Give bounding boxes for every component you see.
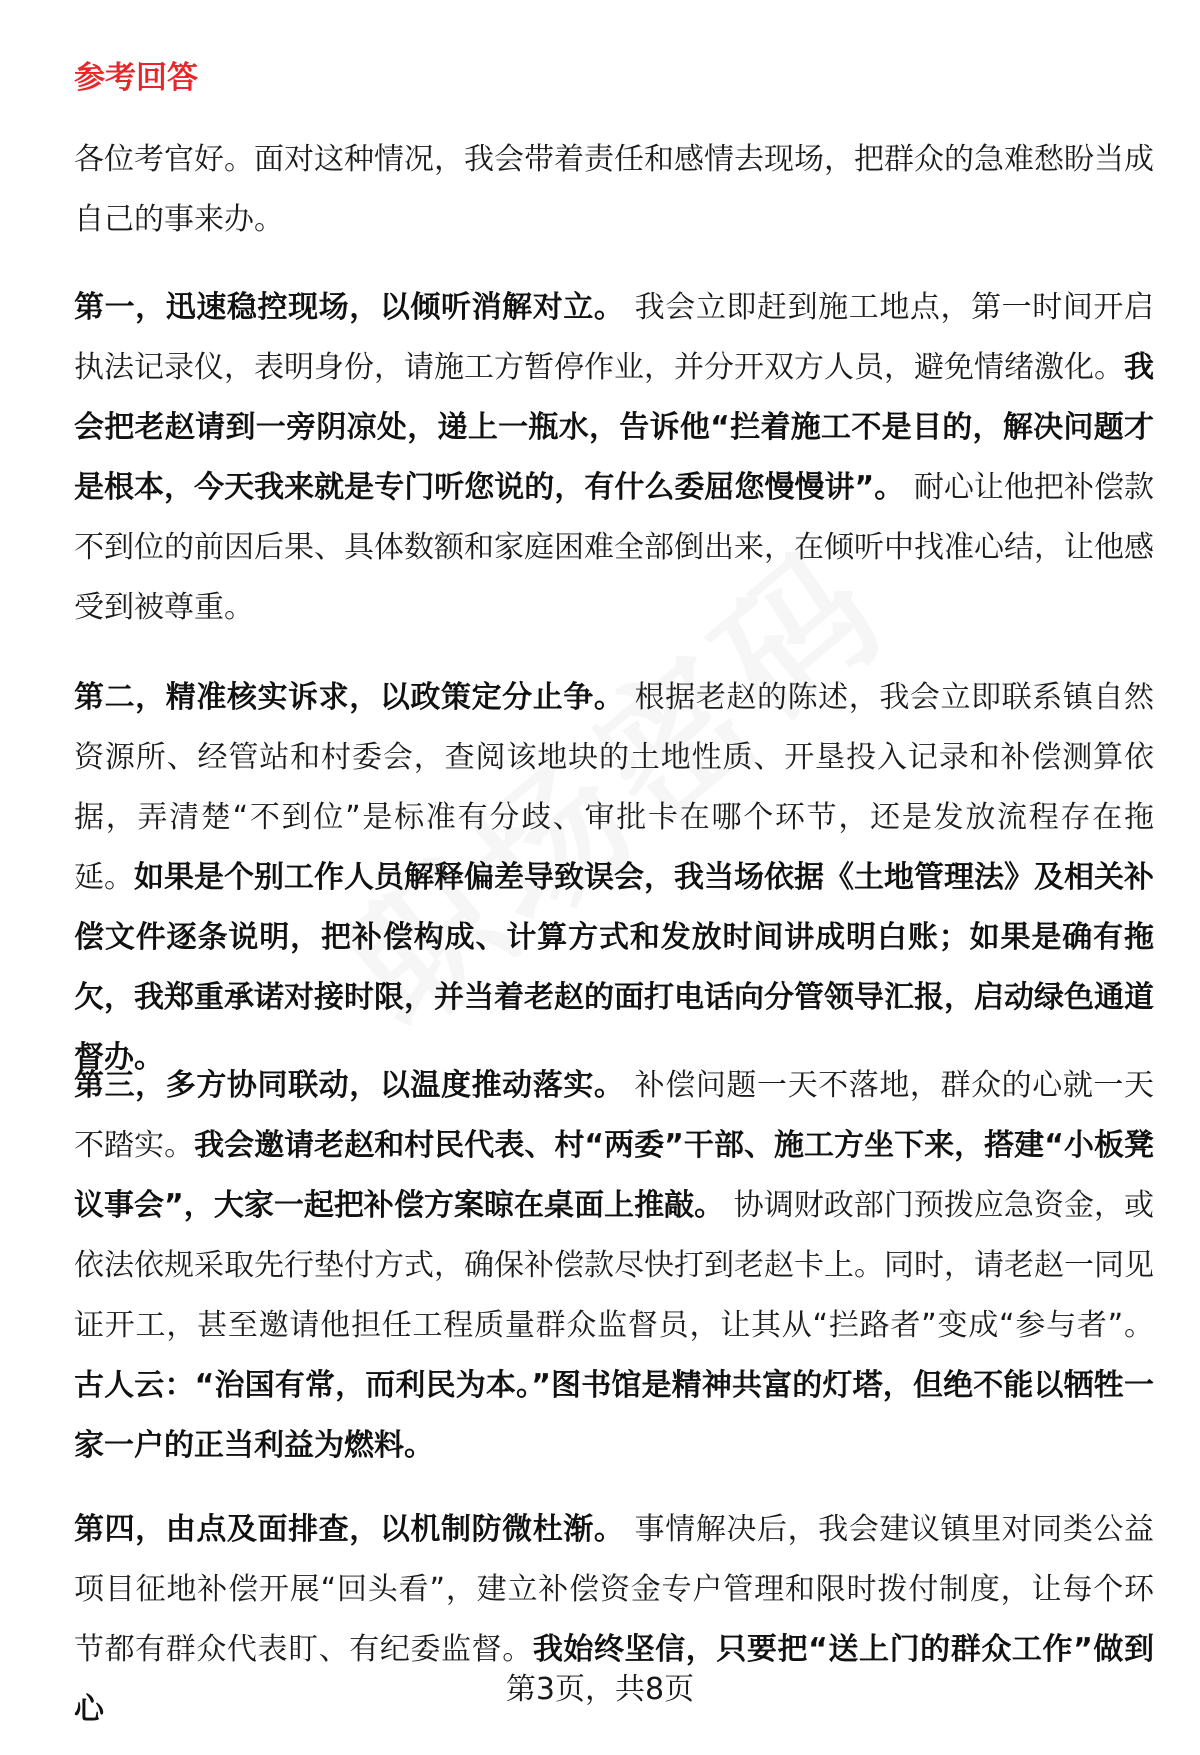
paragraph-emphasis: 古人云：“治国有常，而利民为本。”图书馆是精神共富的灯塔，但绝不能以牺牲一家一户的正当利益为燃料。	[74, 1368, 1154, 1463]
paragraph-emphasis: 我会邀请老赵和村民代表、村“两委”干部、施工方坐下来，搭建“小板凳议事会”，大家一起把补偿方案晾在桌面上推敲。	[74, 1128, 1154, 1223]
intro-paragraph: 各位考官好。面对这种情况，我会带着责任和感情去现场，把群众的急难愁盼当成自己的事来办。	[74, 142, 1154, 237]
paragraph-first	[74, 278, 1154, 638]
paragraph-title: 第三，多方协同联动，以温度推动落实。	[74, 1068, 625, 1103]
paragraph-third	[74, 1056, 1154, 1476]
paragraph-emphasis: 我会把老赵请到一旁阴凉处，递上一瓶水，告诉他“拦着施工不是目的，解决问题才是根本，今天我来就是专门听您说的，有什么委屈您慢慢讲”。	[74, 350, 1154, 505]
page-number: 第3页，共8页	[505, 1672, 695, 1707]
paragraph-text: 事情解决后，我会建议镇里对同类公益项目征地补偿开展“回头看”，建立补偿资金专户管理和限时拨付制度，让每个环节都有群众代表盯、有纪委监督。	[74, 1512, 1155, 1667]
paragraph-text: 我会立即赶到施工地点，第一时间开启执法记录仪，表明身份，请施工方暂停作业，并分开双方人员，避免情绪激化。	[74, 290, 1155, 385]
paragraph-text: 补偿问题一天不落地，群众的心就一天不踏实。	[74, 1068, 1155, 1163]
paragraph-text: 根据老赵的陈述，我会立即联系镇自然资源所、经管站和村委会，查阅该地块的土地性质、开垦投入记录和补偿测算依据，弄清楚“不到位”是标准有分歧、审批卡在哪个环节，还是发放流程存在拖延。	[74, 680, 1155, 895]
paragraph-emphasis: 如果是个别工作人员解释偏差导致误会，我当场依据《土地管理法》及相关补偿文件逐条说明，把补偿构成、计算方式和发放时间讲成明白账；如果是确有拖欠，我郑重承诺对接时限，并当着老赵的面打电话向分管领导汇报，启动绿色通道督办。	[74, 860, 1154, 1075]
paragraph-text: 耐心让他把补偿款不到位的前因后果、具体数额和家庭困难全部倒出来，在倾听中找准心结，让他感受到被尊重。	[74, 470, 1154, 625]
paragraph-title: 第二，精准核实诉求，以政策定分止争。	[74, 680, 625, 715]
paragraph-second	[74, 668, 1154, 1088]
paragraph-emphasis: 我始终坚信，只要把“送上门的群众工作”做到心	[74, 1632, 1154, 1727]
paragraph-title: 第一，迅速稳控现场，以倾听消解对立。	[74, 290, 625, 325]
paragraph-text: 协调财政部门预拨应急资金，或依法依规采取先行垫付方式，确保补偿款尽快打到老赵卡上。同时，请老赵一同见证开工，甚至邀请他担任工程质量群众监督员，让其从“拦路者”变成“参与者”。	[74, 1188, 1154, 1343]
section-heading: 参考回答	[74, 60, 198, 96]
paragraph-title: 第四，由点及面排查，以机制防微杜渐。	[74, 1512, 625, 1547]
